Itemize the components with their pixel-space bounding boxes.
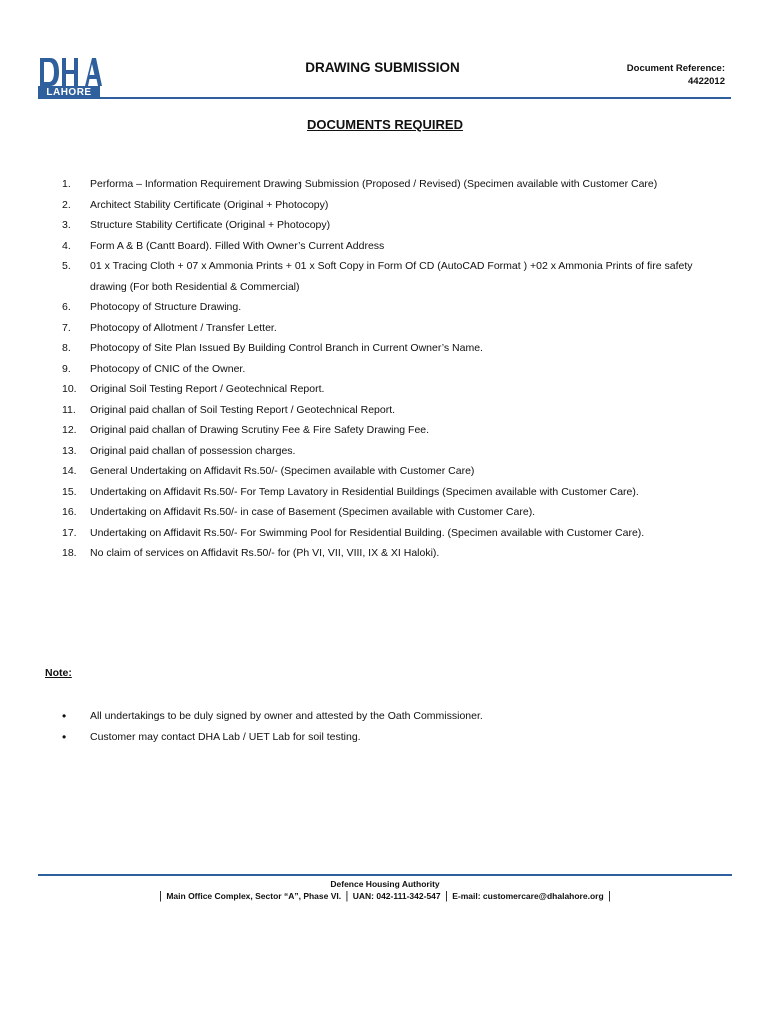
separator-icon: | (345, 890, 349, 902)
list-item (62, 195, 732, 216)
footer-divider (38, 874, 732, 876)
item-number: 5. (62, 260, 71, 272)
list-item (62, 502, 732, 523)
item-text: No claim of services on Affidavit Rs.50/- for (Ph VI, VII, VIII, IX & XI Haloki). (90, 547, 440, 559)
note-text: All undertakings to be duly signed by owner and attested by the Oath Commissioner. (90, 710, 483, 722)
item-number: 18. (62, 547, 77, 559)
item-number: 10. (62, 383, 77, 395)
document-reference (627, 62, 725, 88)
item-text: General Undertaking on Affidavit Rs.50/- (Specimen available with Customer Care) (90, 465, 475, 477)
item-number: 12. (62, 424, 77, 436)
footer-address: Main Office Complex, Sector “A”, Phase VI. (166, 891, 342, 901)
item-text: Undertaking on Affidavit Rs.50/- For Swimming Pool for Residential Building. (Specimen available with Customer Care). (90, 526, 645, 539)
item-text: Photocopy of Structure Drawing. (90, 301, 242, 313)
item-number: 2. (62, 198, 71, 211)
item-text: Architect Stability Certificate (Original + Photocopy) (90, 198, 329, 211)
item-text: Original Soil Testing Report / Geotechnical Report. (90, 383, 325, 395)
item-number: 11. (62, 403, 76, 416)
list-item (62, 379, 732, 400)
item-number: 15. (62, 485, 77, 498)
item-number: 1. (62, 178, 71, 190)
note-label: Note: (45, 667, 72, 679)
separator-icon: | (608, 890, 611, 902)
list-item (62, 318, 732, 339)
item-text: Performa – Information Requirement Drawing Submission (Proposed / Revised) (Specimen available with Customer Care) (90, 178, 658, 190)
item-number: 17. (62, 526, 77, 539)
item-text: Photocopy of Allotment / Transfer Letter. (90, 321, 277, 334)
item-text: Original paid challan of Soil Testing Report / Geotechnical Report. (90, 403, 396, 416)
list-item (62, 215, 732, 236)
item-text: Form A & B (Cantt Board). Filled With Owner’s Current Address (90, 239, 385, 252)
item-number: 7. (62, 321, 71, 334)
list-item (62, 461, 732, 482)
reference-number: 4422012 (688, 76, 725, 87)
item-text: Undertaking on Affidavit Rs.50/- For Temp Lavatory in Residential Buildings (Specimen available with Customer Care). (90, 485, 639, 498)
item-text: Photocopy of Site Plan Issued By Building Control Branch in Current Owner’s Name. (90, 342, 483, 354)
list-item (62, 543, 732, 564)
item-number: 6. (62, 301, 71, 313)
item-text: Structure Stability Certificate (Original + Photocopy) (90, 219, 331, 231)
logo-caption: LAHORE (38, 86, 100, 99)
item-number: 8. (62, 342, 71, 354)
separator-icon: | (159, 890, 162, 902)
document-title: DRAWING SUBMISSION (305, 60, 460, 75)
item-text: 01 x Tracing Cloth + 07 x Ammonia Prints + 01 x Soft Copy in Form Of CD (AutoCAD Format ) +02 x Ammonia Prints of fire safety drawing (For both Residential & Commercial) (90, 260, 693, 293)
list-item (62, 297, 732, 318)
item-number: 14. (62, 465, 77, 477)
list-item (62, 338, 732, 359)
note-text: Customer may contact DHA Lab / UET Lab for soil testing. (90, 731, 361, 743)
list-item (62, 420, 732, 441)
list-item (62, 400, 732, 421)
item-text: Original paid challan of Drawing Scrutiny Fee & Fire Safety Drawing Fee. (90, 424, 430, 436)
bullet-icon: • (62, 709, 67, 723)
footer-organization: Defence Housing Authority (330, 879, 440, 889)
list-item (62, 256, 732, 297)
list-item (62, 482, 732, 503)
separator-icon: | (445, 890, 448, 902)
item-text: Photocopy of CNIC of the Owner. (90, 362, 246, 375)
footer (0, 878, 770, 902)
reference-label: Document Reference: (626, 63, 725, 74)
item-number: 9. (62, 362, 71, 375)
item-text: Undertaking on Affidavit Rs.50/- in case of Basement (Specimen available with Customer Care). (90, 506, 536, 518)
bullet-icon: • (62, 730, 67, 744)
note-list (62, 706, 722, 748)
footer-email: E-mail: customercare@dhalahore.org (452, 891, 604, 901)
item-number: 13. (62, 444, 77, 457)
list-item (62, 174, 732, 195)
section-title: DOCUMENTS REQUIRED (306, 117, 463, 132)
footer-uan: UAN: 042-111-342-547 (352, 891, 441, 901)
item-number: 4. (62, 239, 71, 252)
item-number: 3. (62, 219, 71, 231)
requirements-list (62, 174, 732, 564)
list-item (62, 359, 732, 380)
list-item (62, 441, 732, 462)
list-item (62, 523, 732, 544)
header-divider (100, 97, 731, 99)
item-number: 16. (62, 506, 77, 518)
list-item (62, 236, 732, 257)
list-item (62, 706, 722, 727)
footer-contact (0, 890, 770, 902)
list-item (62, 727, 722, 748)
item-text: Original paid challan of possession charges. (90, 444, 296, 457)
